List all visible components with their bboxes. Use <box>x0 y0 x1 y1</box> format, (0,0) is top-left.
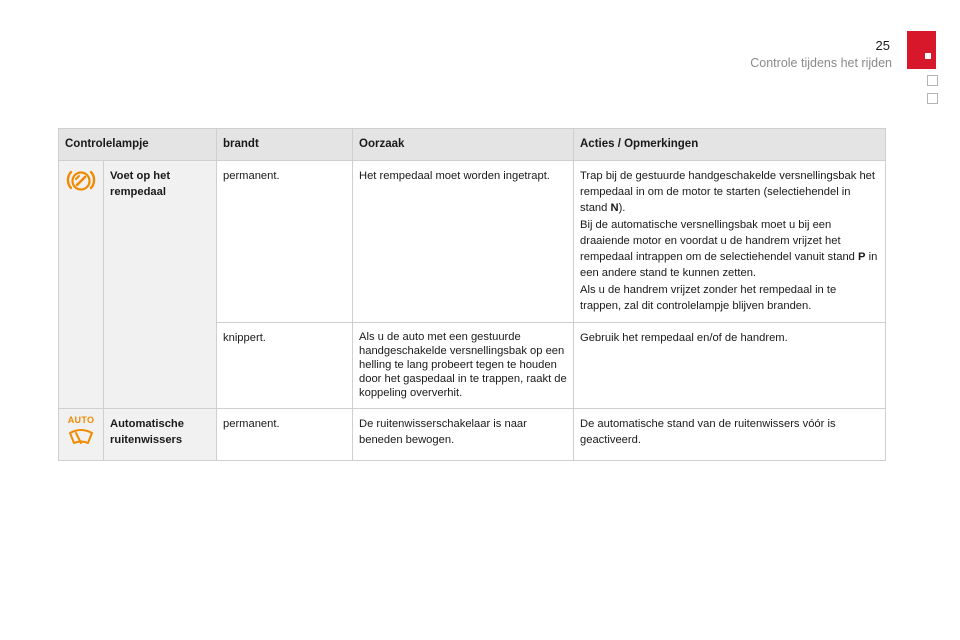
header-warning-light: Controlelampje <box>59 129 217 161</box>
lamp-name: Automatische ruitenwissers <box>104 409 217 461</box>
lamp-icon-cell <box>59 161 104 409</box>
gear-position-n: N <box>610 202 619 215</box>
auto-label: AUTO <box>67 415 95 426</box>
action-paragraph <box>580 217 879 282</box>
state-cell: knippert. <box>217 323 353 409</box>
chapter-indicator-box <box>927 93 938 104</box>
auto-wiper-icon <box>65 414 97 450</box>
action-cell <box>574 161 886 323</box>
table-row <box>59 161 886 323</box>
action-paragraph: Als u de handrem vrijzet zonder het rempedaal in te trappen, zal dit controlelampje blijven branden. <box>580 283 837 312</box>
table-row <box>59 409 886 461</box>
action-text: Bij de automatische versnellingsbak moet u bij een draaiende motor en voordat u de handrem vrijzet het rempedaal intrappen om de selectiehendel vanuit stand <box>580 218 859 264</box>
action-cell: De automatische stand van de ruitenwissers vóór is geactiveerd. <box>574 409 886 461</box>
table-header-row <box>59 129 886 161</box>
state-cell: permanent. <box>217 161 353 323</box>
chapter-tab-marker <box>925 53 931 59</box>
action-text: in een andere stand te kunnen zetten. <box>580 251 878 280</box>
action-paragraph <box>580 168 879 217</box>
chapter-tab <box>907 31 936 69</box>
cause-cell: De ruitenwisserschakelaar is naar beneden bewogen. <box>353 409 574 461</box>
header-actions: Acties / Opmerkingen <box>574 129 886 161</box>
chapter-indicator-box <box>927 75 938 86</box>
header-cause: Oorzaak <box>353 129 574 161</box>
section-title: Controle tijdens het rijden <box>750 56 892 70</box>
cause-cell: Het rempedaal moet worden ingetrapt. <box>353 161 574 323</box>
action-text: ). <box>618 202 626 215</box>
state-cell: permanent. <box>217 409 353 461</box>
lamp-name: Voet op het rempedaal <box>104 161 217 409</box>
gear-position-p: P <box>858 251 866 264</box>
lamp-icon-cell <box>59 409 104 461</box>
header-state: brandt <box>217 129 353 161</box>
page-number: 25 <box>875 38 890 53</box>
cause-cell: Als u de auto met een gestuurde handgeschakelde versnellingsbak op een helling te lang probeert tegen te houden door het gaspedaal in te trappen, raakt de koppeling oververhit. <box>353 323 574 409</box>
action-text: Trap bij de gestuurde handgeschakelde versnellingsbak het rempedaal in om de motor te starten (selectiehendel in stand <box>580 170 876 215</box>
warning-lights-table <box>58 128 886 461</box>
foot-on-pedal-icon <box>66 187 96 199</box>
action-cell: Gebruik het rempedaal en/of de handrem. <box>574 323 886 409</box>
